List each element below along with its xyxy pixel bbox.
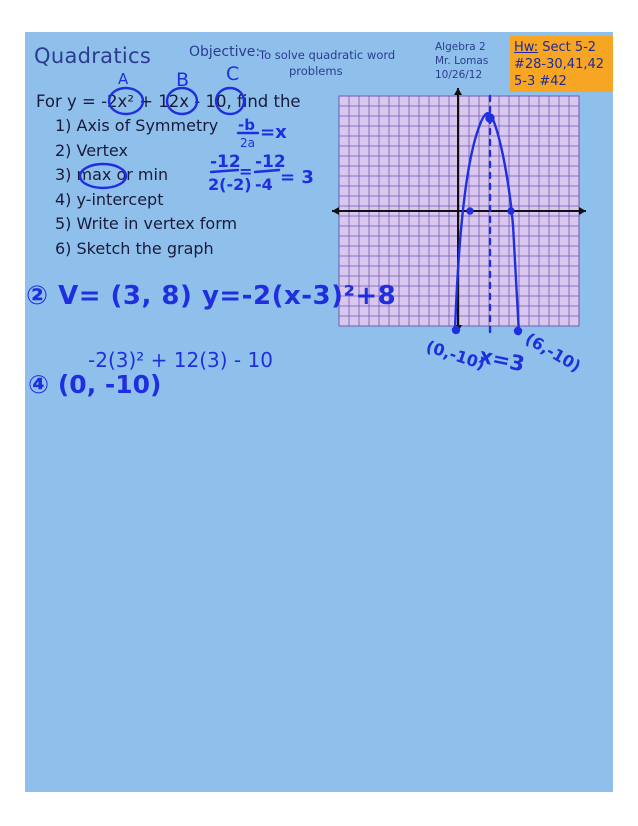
homework-line-2: #28-30,41,42 [514,57,605,72]
coef-c-circle [216,88,244,114]
teacher-name: Mr. Lomas [435,55,489,67]
x-axis-arrow-left [332,207,339,215]
graph-right-point-label: (6,-10) [522,329,585,376]
y-axis-arrow-top [454,88,462,95]
coef-c-label: C [226,63,240,85]
step-item: 4) y-intercept [55,189,164,209]
y-intercept-calculation: -2(3)² + 12(3) - 10 [88,348,273,372]
graph-axis-label: x=3 [476,343,527,377]
coef-b-label: B [176,69,190,91]
calc-numerator-1: -12 [210,152,241,172]
left-point-dot [453,327,459,333]
coef-b-circle [167,88,197,114]
axis-formula-numerator: -b [238,116,255,134]
y-intercept-answer: ④ (0, -10) [28,370,162,399]
step-item: 3) max or min [55,165,169,184]
max-circle [80,164,126,188]
x-intercept-dot [509,209,514,214]
objective-line-1: To solve quadratic word [259,48,396,62]
objective-line-2: problems [289,64,343,78]
calc-numerator-2: -12 [255,152,286,172]
step-item: 6) Sketch the graph [55,238,214,258]
coef-a-label: A [118,70,129,88]
vertex-dot [487,115,494,122]
step-item: 5) Write in vertex form [55,214,238,233]
step-item: 1) Axis of Symmetry [55,116,219,135]
lesson-date: 10/26/12 [435,69,483,81]
vertex-answer: ② V= (3, 8) y=-2(x-3)²+8 [26,281,397,311]
graph-left-point-label: (0,-10) [423,336,488,374]
coef-a-circle [109,88,143,114]
homework-label: Hw: [514,40,539,55]
calc-equals: = [239,162,253,181]
problem-statement: For y = -2x² + 12x - 10, find the [36,92,301,111]
course-name: Algebra 2 [435,41,486,53]
calc-denominator-2: -4 [255,175,273,194]
x-intercept-dot [468,209,473,214]
axis-formula-rhs: =x [260,122,287,143]
calc-result: = 3 [280,167,314,188]
objective-label: Objective: [189,44,261,60]
calc-denominator-1: 2(-2) [208,175,252,194]
x-axis-arrow-right [579,207,586,215]
homework-section: Sect 5-2 [542,40,597,55]
axis-formula-denominator: 2a [240,136,255,150]
right-point-dot [515,328,521,334]
step-item: 2) Vertex [55,140,128,160]
homework-line-3: 5-3 #42 [514,74,567,89]
page-title: Quadratics [34,44,152,68]
